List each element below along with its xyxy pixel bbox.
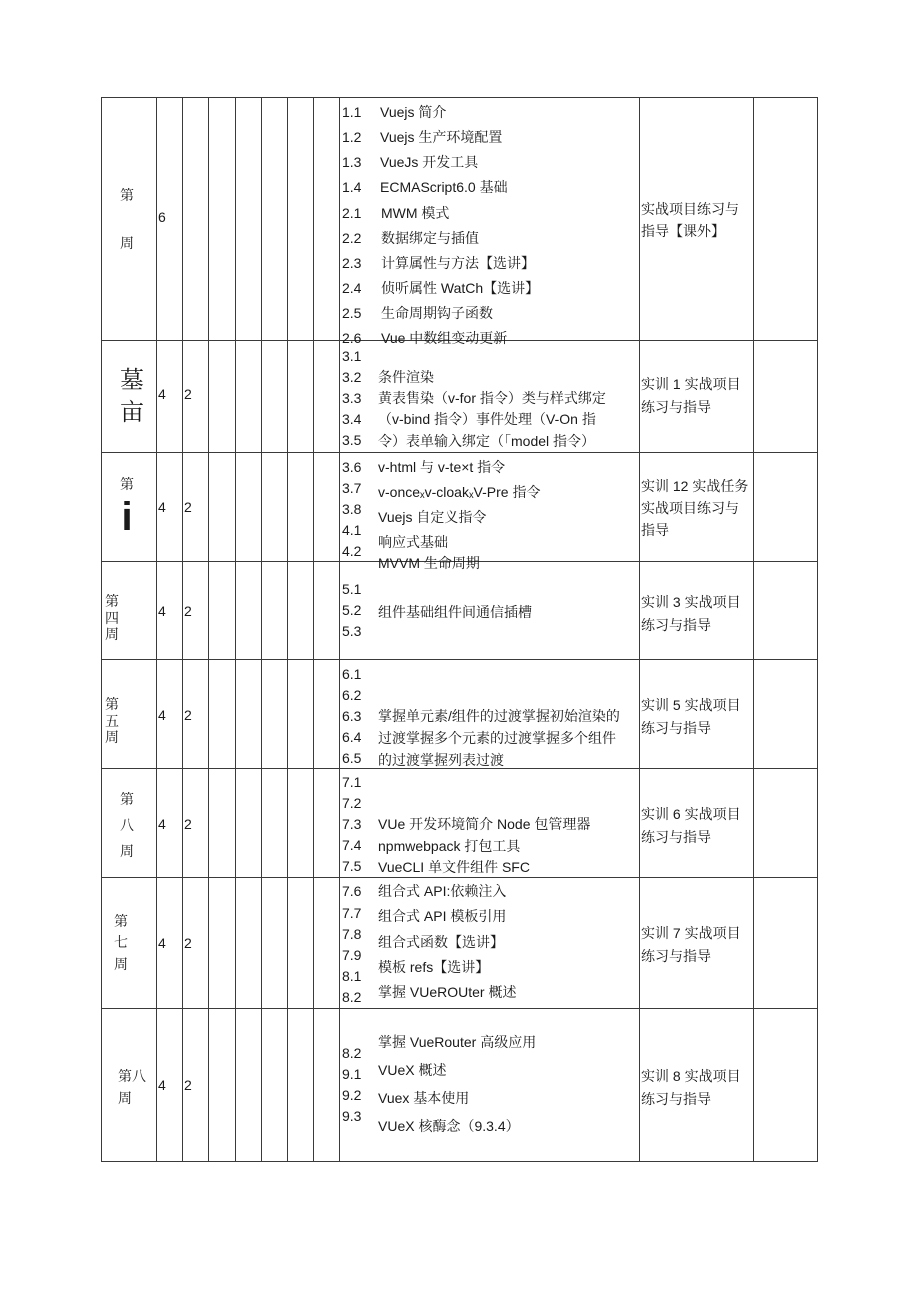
item-number: 5.1: [342, 581, 362, 597]
week-label: 周: [105, 626, 119, 642]
item-text: Vuejs 简介: [380, 104, 447, 120]
item-text: v-onceₓv-cloakₓV-Pre 指令: [378, 484, 541, 500]
item-number: 2.3: [342, 255, 362, 271]
item-number: 1.2: [342, 129, 362, 145]
item-number: 6.4: [342, 729, 362, 745]
week-label: 周: [120, 235, 134, 251]
col-line: [156, 97, 157, 1162]
week-label: 第: [120, 187, 134, 203]
item-number: 7.5: [342, 858, 362, 874]
class-hours-cell: 2: [184, 816, 192, 832]
content-text: 的过渡掌握列表过渡: [378, 752, 504, 768]
practice-text: 实训 12 实战任务: [641, 478, 749, 494]
class-hours-cell: 2: [184, 603, 192, 619]
item-text: Vuejs 自定义指令: [378, 509, 487, 525]
practice-text: 练习与指导: [641, 829, 711, 845]
item-number: 3.5: [342, 432, 362, 448]
practice-text: 实训 5 实战项目: [641, 697, 741, 713]
content-text: 组合式函数【选讲】: [378, 934, 504, 950]
item-number: 4.1: [342, 522, 362, 538]
item-number: 3.2: [342, 369, 362, 385]
week-label: 八: [120, 817, 134, 833]
content-text: VueCLI 单文件组件 SFC: [378, 859, 530, 875]
content-text: 掌握 VUeROUter 概述: [378, 984, 517, 1000]
col-line: [639, 97, 640, 1162]
col-line: [753, 97, 754, 1162]
item-number: 3.4: [342, 411, 362, 427]
class-hours-cell: 2: [184, 1077, 192, 1093]
content-text: 掌握 VueRouter 高级应用: [378, 1034, 537, 1050]
week-label: 第: [114, 913, 128, 929]
item-number: 7.4: [342, 837, 362, 853]
week-label: 周: [114, 956, 128, 972]
hours-cell: 4: [158, 386, 166, 402]
practice-text: 实战项目练习与: [641, 500, 739, 516]
item-number: 3.8: [342, 501, 362, 517]
practice-text: 实训 3 实战项目: [641, 594, 741, 610]
hours-cell: 4: [158, 1077, 166, 1093]
class-hours-cell: 2: [184, 386, 192, 402]
item-number: 2.2: [342, 230, 362, 246]
col-line: [208, 97, 209, 1162]
week-label: 七: [114, 934, 128, 950]
week-label: 第: [105, 696, 119, 712]
content-text: 模板 refs【选讲】: [378, 959, 490, 975]
class-hours-cell: 2: [184, 935, 192, 951]
content-text: 过渡掌握多个元素的过渡掌握多个组件: [378, 730, 616, 746]
practice-text: 指导: [641, 522, 669, 538]
hours-cell: 4: [158, 816, 166, 832]
week-label: 亩: [120, 398, 144, 426]
content-text: VUeX 概述: [378, 1062, 447, 1078]
item-number: 7.7: [342, 905, 362, 921]
practice-text: 练习与指导: [641, 399, 711, 415]
col-line: [287, 97, 288, 1162]
item-number: 2.5: [342, 305, 362, 321]
practice-text: 指导【课外】: [641, 223, 725, 239]
item-number: 1.1: [342, 104, 362, 120]
item-text: 计算属性与方法【选讲】: [381, 255, 535, 271]
practice-text: 实训 6 实战项目: [641, 806, 741, 822]
class-hours-cell: 2: [184, 499, 192, 515]
item-number: 6.5: [342, 750, 362, 766]
content-text: 条件渲染: [378, 369, 434, 385]
content-text: npmwebpack 打包工具: [378, 838, 521, 854]
item-number: 3.7: [342, 480, 362, 496]
item-number: 4.2: [342, 543, 362, 559]
item-number: 2.1: [342, 205, 362, 221]
item-text: 生命周期钩子函数: [381, 305, 493, 321]
item-number: 1.3: [342, 154, 362, 170]
practice-text: 实训 8 实战项目: [641, 1068, 741, 1084]
item-text: 响应式基础: [378, 534, 448, 550]
item-number: 3.6: [342, 459, 362, 475]
item-text: ECMAScript6.0 基础: [380, 179, 508, 195]
week-label: 第: [120, 476, 134, 492]
practice-text: 实训 1 实战项目: [641, 376, 741, 392]
item-number: 8.2: [342, 1045, 362, 1061]
week-label: 四: [105, 610, 119, 626]
item-number: 1.4: [342, 179, 362, 195]
item-number: 7.1: [342, 774, 362, 790]
row-line: [101, 659, 818, 660]
week-label: i: [121, 495, 133, 539]
item-number: 5.3: [342, 623, 362, 639]
content-text: 组件基础组件间通信插槽: [378, 604, 532, 620]
practice-text: 练习与指导: [641, 1091, 711, 1107]
content-text: VUeX 核酶念（9.3.4）: [378, 1118, 520, 1134]
item-number: 3.1: [342, 348, 362, 364]
item-text: Vue 中数组变动更新: [381, 330, 508, 346]
item-number: 9.2: [342, 1087, 362, 1103]
item-number: 6.3: [342, 708, 362, 724]
item-number: 7.2: [342, 795, 362, 811]
item-number: 6.2: [342, 687, 362, 703]
content-cell: [340, 453, 638, 571]
week-label: 第: [120, 791, 134, 807]
week-label: 第: [105, 593, 119, 609]
item-number: 7.6: [342, 883, 362, 899]
item-number: 7.9: [342, 947, 362, 963]
hours-cell: 6: [158, 209, 166, 225]
item-text: MVVM 生命周期: [378, 555, 480, 571]
practice-text: 实战项目练习与: [641, 201, 739, 217]
week-label: 周: [118, 1090, 132, 1106]
content-text: VUe 开发环境简介 Node 包管理器: [378, 816, 591, 832]
row-line: [101, 877, 818, 878]
week-label: 周: [105, 729, 119, 745]
week-label: 墓: [120, 366, 144, 394]
hours-cell: 4: [158, 707, 166, 723]
item-number: 2.6: [342, 330, 362, 346]
item-number: 2.4: [342, 280, 362, 296]
content-text: 掌握单元素/组件的过渡掌握初始渲染的: [378, 708, 620, 724]
practice-text: 实训 7 实战项目: [641, 925, 741, 941]
week-label: 五: [105, 713, 119, 729]
item-number: 8.1: [342, 968, 362, 984]
item-number: 9.1: [342, 1066, 362, 1082]
hours-cell: 4: [158, 499, 166, 515]
col-line: [817, 97, 818, 1162]
col-line: [313, 97, 314, 1162]
col-line: [235, 97, 236, 1162]
item-number: 9.3: [342, 1108, 362, 1124]
week-label: 周: [120, 843, 134, 859]
item-number: 7.3: [342, 816, 362, 832]
item-text: MWM 模式: [381, 205, 450, 221]
item-number: 8.2: [342, 989, 362, 1005]
week-label: 第八: [118, 1068, 146, 1084]
content-text: （v-bind 指令）事件处理（V-On 指: [378, 411, 596, 427]
item-text: VueJs 开发工具: [380, 154, 479, 170]
item-text: 数据绑定与插值: [381, 230, 479, 246]
hours-cell: 4: [158, 603, 166, 619]
item-text: 侦听属性 WatCh【选讲】: [381, 280, 540, 296]
item-number: 7.8: [342, 926, 362, 942]
col-line: [101, 97, 102, 1162]
content-text: 令）表单输入绑定（「model 指令）: [378, 433, 596, 449]
content-text: Vuex 基本使用: [378, 1090, 470, 1106]
content-text: 黄表售染（v-for 指令）类与样式绑定: [378, 390, 606, 406]
content-text: 组合式 API 模板引用: [378, 908, 507, 924]
practice-text: 练习与指导: [641, 948, 711, 964]
content-cell: [340, 98, 638, 346]
item-number: 3.3: [342, 390, 362, 406]
row-line: [101, 1161, 818, 1162]
practice-text: 练习与指导: [641, 617, 711, 633]
item-number: 6.1: [342, 666, 362, 682]
item-number: 5.2: [342, 602, 362, 618]
hours-cell: 4: [158, 935, 166, 951]
content-text: 组合式 API:依赖注入: [378, 883, 507, 899]
row-line: [101, 1008, 818, 1009]
col-line: [261, 97, 262, 1162]
item-text: Vuejs 生产环境配置: [380, 129, 503, 145]
class-hours-cell: 2: [184, 707, 192, 723]
practice-text: 练习与指导: [641, 720, 711, 736]
item-text: v-html 与 v-te×t 指令: [378, 459, 506, 475]
col-line: [182, 97, 183, 1162]
